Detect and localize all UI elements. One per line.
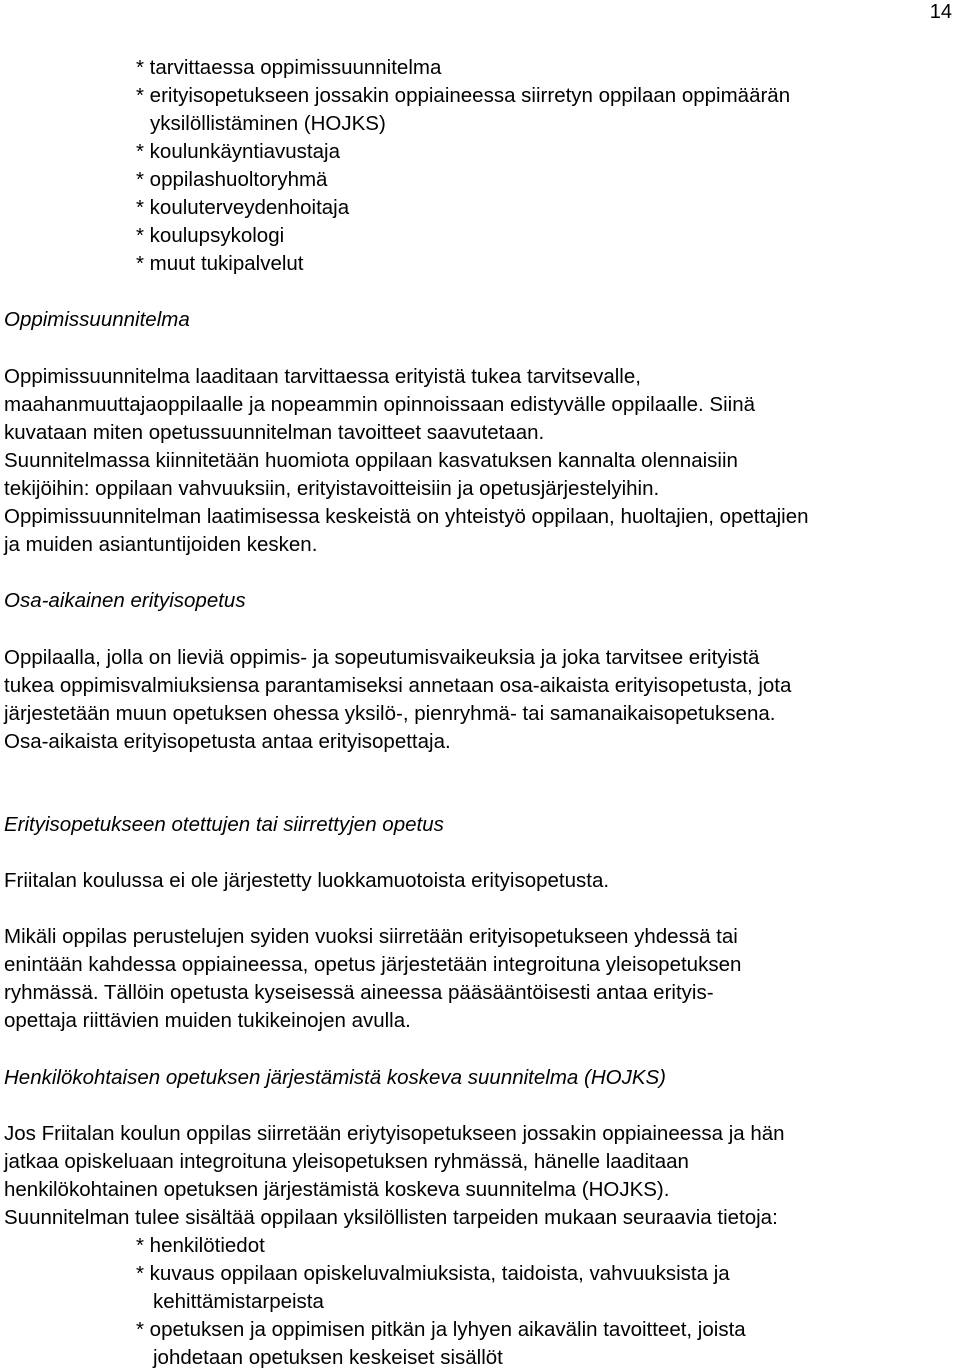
paragraph-line: henkilökohtainen opetuksen järjestämistä koskeva suunnitelma (HOJKS). [4,1178,670,1201]
paragraph-line: tukea oppimisvalmiuksiensa parantamiseksi annetaan osa-aikaista erityisopetusta, jota [4,674,792,697]
paragraph-line: Friitalan koulussa ei ole järjestetty luokkamuotoista erityisopetusta. [4,869,610,892]
list-item-continuation: johdetaan opetuksen keskeiset sisällöt [153,1346,503,1369]
list-item-continuation: kehittämistarpeista [153,1290,324,1313]
list-item: * koulupsykologi [136,224,285,247]
section-heading-siirrettyjen-opetus: Erityisopetukseen otettujen tai siirrettyjen opetus [4,813,444,836]
paragraph-line: enintään kahdessa oppiaineessa, opetus järjestetään integroituna yleisopetuksen [4,953,742,976]
paragraph-line: järjestetään muun opetuksen ohessa yksilö-, pienryhmä- tai samanaikaisopetuksena. [4,702,776,725]
paragraph-line: tekijöihin: oppilaan vahvuuksiin, erityistavoitteisiin ja opetusjärjestelyihin. [4,477,660,500]
list-item: * opetuksen ja oppimisen pitkän ja lyhyen aikavälin tavoitteet, joista [136,1318,746,1341]
paragraph-line: Mikäli oppilas perustelujen syiden vuoksi siirretään erityisopetukseen yhdessä tai [4,925,738,948]
page-number: 14 [929,1,952,23]
paragraph-line: jatkaa opiskeluaan integroituna yleisopetuksen ryhmässä, hänelle laaditaan [4,1150,689,1173]
list-item: * kouluterveydenhoitaja [136,196,350,219]
paragraph-line: Suunnitelmassa kiinnitetään huomiota oppilaan kasvatuksen kannalta olennaisiin [4,449,738,472]
paragraph-line: maahanmuuttajaoppilaalle ja nopeammin opinnoissaan edistyvälle oppilaalle. Siinä [4,393,756,416]
section-heading-hojks: Henkilökohtaisen opetuksen järjestämistä koskeva suunnitelma (HOJKS) [4,1066,667,1089]
paragraph-line: opettaja riittävien muiden tukikeinojen avulla. [4,1009,411,1032]
paragraph-line: kuvataan miten opetussuunnitelman tavoitteet saavutetaan. [4,421,545,444]
list-item: * erityisopetukseen jossakin oppiaineessa siirretyn oppilaan oppimäärän [136,84,791,107]
list-item: * oppilashuoltoryhmä [136,168,328,191]
list-item: * koulunkäyntiavustaja [136,140,340,163]
paragraph-line: Suunnitelman tulee sisältää oppilaan yksilöllisten tarpeiden mukaan seuraavia tietoja: [4,1206,778,1229]
paragraph-line: Osa-aikaista erityisopetusta antaa erityisopettaja. [4,730,451,753]
paragraph-line: ja muiden asiantuntijoiden kesken. [4,533,318,556]
list-item: * henkilötiedot [136,1234,265,1257]
paragraph-line: Oppimissuunnitelman laatimisessa keskeistä on yhteistyö oppilaan, huoltajien, opettajien [4,505,809,528]
paragraph-line: ryhmässä. Tällöin opetusta kyseisessä aineessa pääsääntöisesti antaa erityis- [4,981,714,1004]
section-heading-osa-aikainen-erityisopetus: Osa-aikainen erityisopetus [4,589,246,612]
list-item-continuation: yksilöllistäminen (HOJKS) [150,112,386,135]
paragraph-line: Oppilaalla, jolla on lieviä oppimis- ja sopeutumisvaikeuksia ja joka tarvitsee erityistä [4,646,760,669]
list-item: * kuvaus oppilaan opiskeluvalmiuksista, taidoista, vahvuuksista ja [136,1262,730,1285]
paragraph-line: Oppimissuunnitelma laaditaan tarvittaessa erityistä tukea tarvitsevalle, [4,365,641,388]
section-heading-oppimissuunnitelma: Oppimissuunnitelma [4,308,190,331]
list-item: * tarvittaessa oppimissuunnitelma [136,56,442,79]
list-item: * muut tukipalvelut [136,252,304,275]
paragraph-line: Jos Friitalan koulun oppilas siirretään eriytyisopetukseen jossakin oppiaineessa ja hän [4,1122,785,1145]
